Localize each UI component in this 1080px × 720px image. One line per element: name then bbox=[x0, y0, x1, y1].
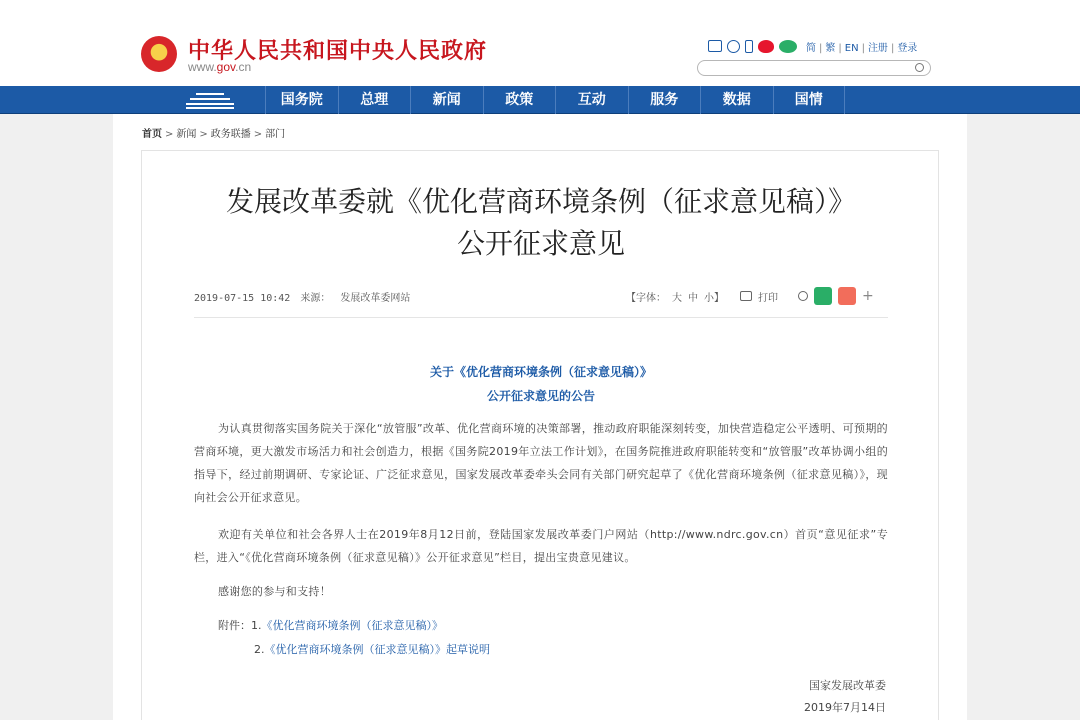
article-title-line-2: 公开征求意见 bbox=[456, 227, 625, 260]
print-icon[interactable] bbox=[740, 291, 752, 301]
language-links: 简 | 繁 | EN | 注册 | 登录 bbox=[806, 42, 918, 54]
wechat-icon[interactable] bbox=[779, 40, 797, 53]
breadcrumb-department[interactable]: 部门 bbox=[265, 129, 286, 140]
meta-divider bbox=[194, 317, 888, 318]
breadcrumb: 首页 > 新闻 > 政务联播 > 部门 bbox=[142, 129, 286, 140]
domain-suffix: .cn bbox=[235, 60, 252, 74]
font-small-button[interactable]: 小】 bbox=[704, 292, 724, 304]
sign-date: 2019年7月14日 bbox=[804, 701, 886, 714]
login-link[interactable]: 登录 bbox=[897, 42, 918, 54]
nav-item-services[interactable]: 服务 bbox=[628, 86, 701, 114]
paragraph-3: 感谢您的参与和支持！ bbox=[218, 585, 331, 598]
nav-item-state-council[interactable]: 国务院 bbox=[265, 86, 338, 114]
notice-title-2: 公开征求意见的公告 bbox=[486, 389, 595, 403]
paragraph-1: 为认真贯彻落实国务院关于深化“放管服”改革、优化营商环境的决策部署，推动政府职能深刻转变，加快营造稳定公平透明、可预期的营商环境，更大激发市场活力和社会创造力，根据《国务院2019年立法工作计划》，在国务院推进政府职能转变和“放管服”改革协调小组的指导下，经过前期调研、专家论证、广泛征求意见，国家发展改革委牵头会同有关部门研究起草了《优化营商环境条例（征求意见稿）》，现向社会公开征求意见。 bbox=[194, 422, 888, 504]
article-meta bbox=[194, 289, 420, 304]
publish-date: 2019-07-15 10:42 bbox=[194, 293, 291, 304]
weibo-share-icon[interactable] bbox=[838, 287, 856, 305]
breadcrumb-gov-affairs[interactable]: 政务联播 bbox=[210, 129, 251, 140]
lang-traditional-link[interactable]: 繁 bbox=[825, 42, 836, 54]
font-large-button[interactable]: 大 bbox=[672, 292, 682, 304]
source-label: 来源： bbox=[300, 293, 331, 304]
attachment-2-link[interactable]: 《优化营商环境条例（征求意见稿）》起草说明 bbox=[264, 643, 490, 656]
article-title bbox=[142, 181, 940, 265]
signature: 国家发展改革委 bbox=[809, 679, 886, 692]
national-emblem-icon[interactable] bbox=[141, 36, 177, 72]
share-icon[interactable] bbox=[798, 291, 808, 301]
site-domain bbox=[188, 60, 251, 74]
domain-brand: gov bbox=[216, 60, 236, 74]
font-size-label: 【字体： bbox=[626, 292, 666, 304]
search-input[interactable] bbox=[697, 60, 931, 76]
breadcrumb-news[interactable]: 新闻 bbox=[176, 129, 197, 140]
attachment-2-number: 2. bbox=[254, 643, 265, 656]
paragraph-2: 欢迎有关单位和社会各界人士在2019年8月12日前，登陆国家发展改革委门户网站（http://www.ndrc.gov.cn）首页“意见征求”专栏，进入“《优化营商环境条例（征求意见稿）》公开征求意见”栏目，提出宝贵意见建议。 bbox=[194, 528, 888, 564]
nav-item-data[interactable]: 数据 bbox=[700, 86, 773, 114]
breadcrumb-home[interactable]: 首页 bbox=[142, 129, 162, 140]
site-header bbox=[0, 0, 1080, 86]
search-icon[interactable] bbox=[915, 63, 924, 72]
main-nav bbox=[0, 86, 1080, 114]
header-tools bbox=[708, 38, 917, 54]
wechat-share-icon[interactable] bbox=[814, 287, 832, 305]
attachment-2 bbox=[254, 641, 490, 657]
attachment-1-link[interactable]: 《优化营商环境条例（征求意见稿）》 bbox=[261, 619, 443, 632]
nav-item-policy[interactable]: 政策 bbox=[483, 86, 556, 114]
nav-item-national-info[interactable]: 国情 bbox=[773, 86, 846, 114]
nav-item-premier[interactable]: 总理 bbox=[338, 86, 411, 114]
message-icon[interactable] bbox=[727, 40, 740, 53]
nav-item-interaction[interactable]: 互动 bbox=[555, 86, 628, 114]
nav-item-news[interactable]: 新闻 bbox=[410, 86, 483, 114]
source-link[interactable]: 发展改革委网站 bbox=[340, 293, 411, 304]
nav-items bbox=[265, 86, 845, 114]
mail-icon[interactable] bbox=[708, 40, 722, 52]
attachment-1 bbox=[218, 617, 443, 633]
lang-simplified-link[interactable]: 简 bbox=[806, 42, 816, 54]
lang-english-link[interactable]: EN bbox=[844, 42, 859, 54]
article-title-line-1: 发展改革委就《优化营商环境条例（征求意见稿）》 bbox=[225, 185, 856, 218]
domain-prefix: www. bbox=[188, 60, 217, 74]
attachment-label: 附件：1. bbox=[218, 619, 262, 632]
font-medium-button[interactable]: 中 bbox=[688, 292, 698, 304]
mobile-icon[interactable] bbox=[745, 40, 753, 53]
site-title[interactable]: 中华人民共和国中央人民政府 bbox=[188, 39, 488, 64]
more-share-icon[interactable]: + bbox=[862, 288, 874, 304]
tiananmen-icon[interactable] bbox=[186, 90, 234, 110]
register-link[interactable]: 注册 bbox=[867, 42, 888, 54]
article-tools bbox=[626, 287, 874, 305]
print-button[interactable]: 打印 bbox=[758, 292, 778, 304]
weibo-icon[interactable] bbox=[758, 40, 774, 53]
article-card bbox=[141, 150, 939, 720]
notice-title-1: 关于《优化营商环境条例（征求意见稿）》 bbox=[429, 365, 652, 379]
